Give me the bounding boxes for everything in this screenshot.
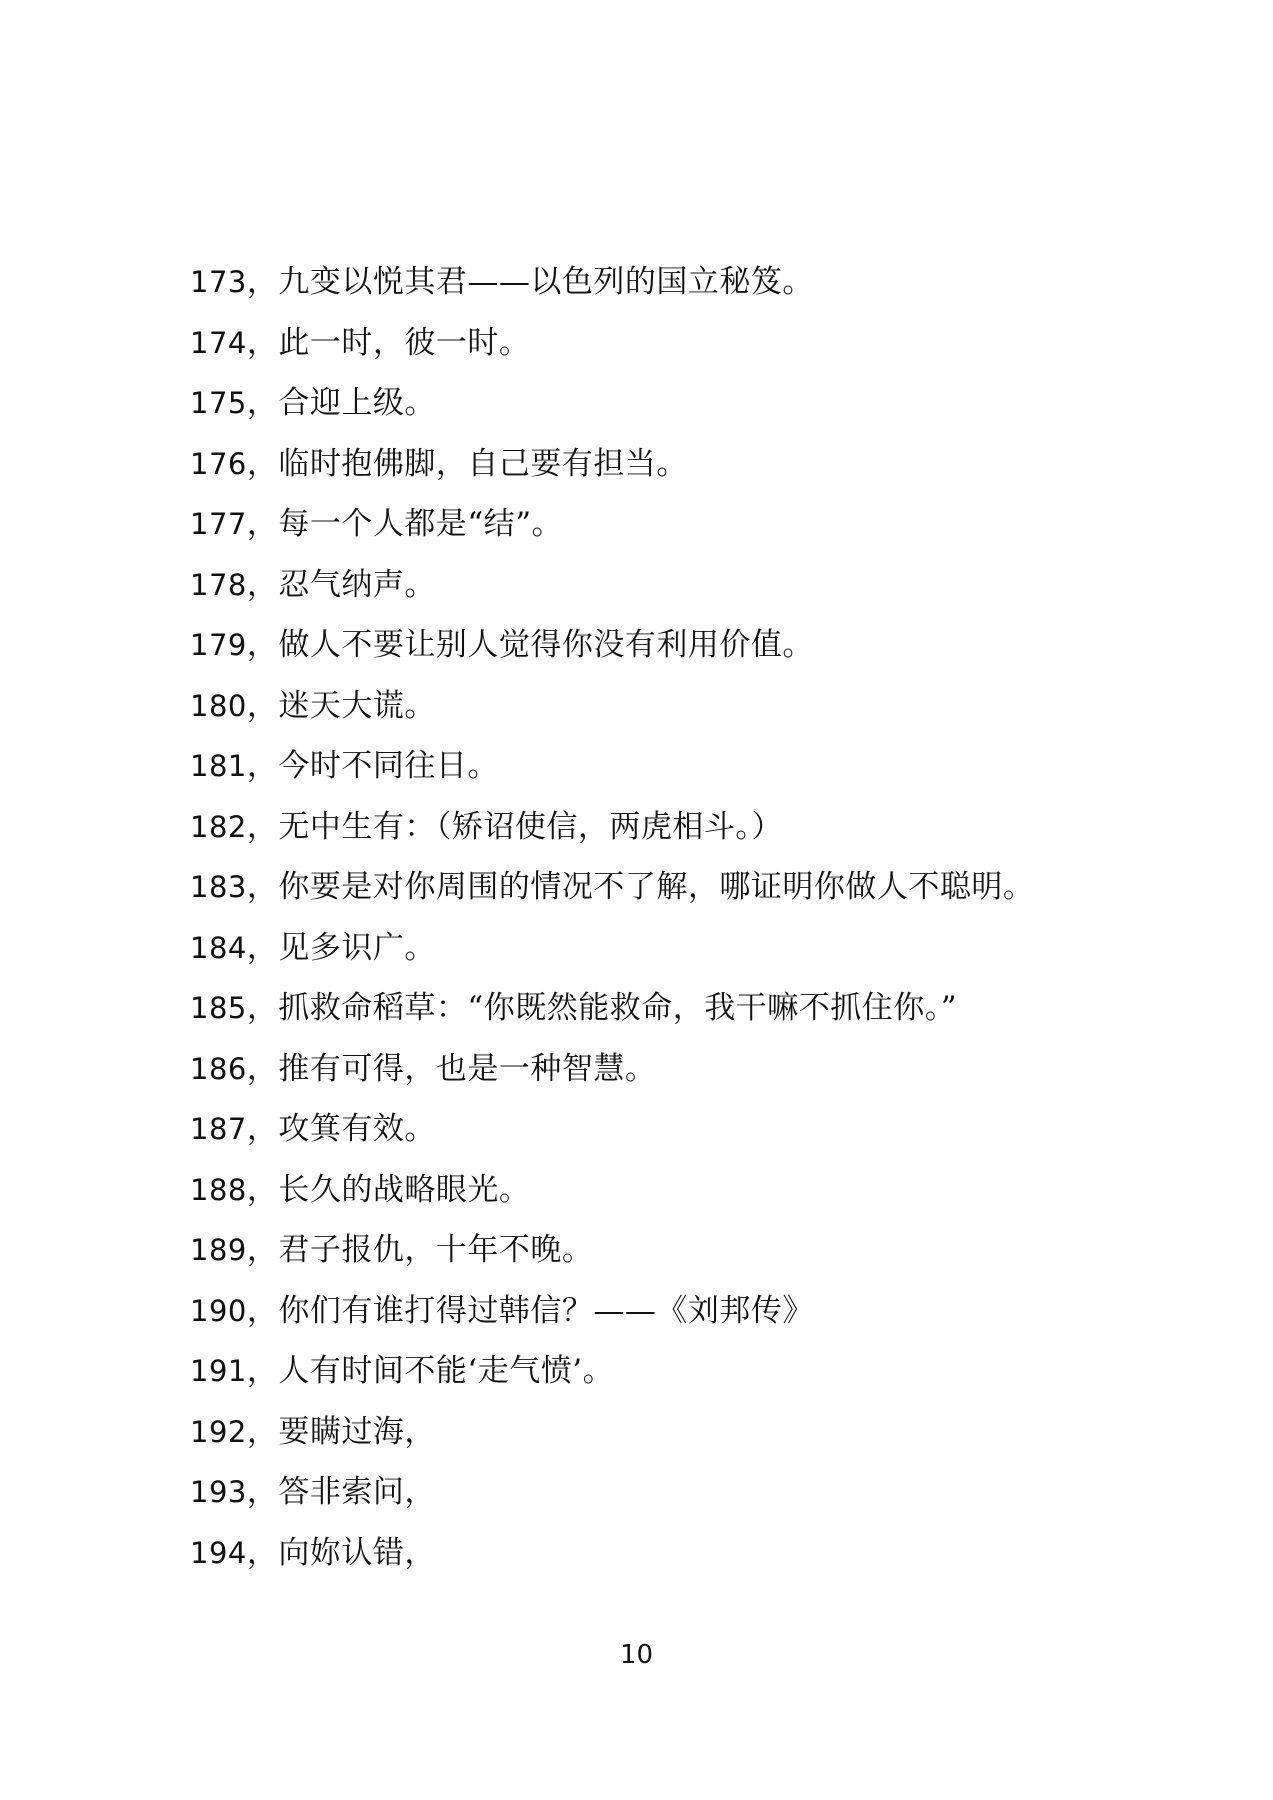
list-item	[190, 797, 1090, 858]
item-number: 184	[190, 930, 247, 965]
item-number: 192	[190, 1414, 247, 1449]
item-number: 193	[190, 1475, 247, 1509]
list-item	[190, 1402, 1090, 1463]
item-number: 177	[190, 507, 247, 541]
item-text: ，要瞒过海，	[246, 1413, 436, 1450]
item-number: 173	[190, 265, 247, 299]
item-number: 190	[190, 1293, 247, 1328]
item-number: 180	[190, 688, 247, 723]
item-number: 181	[190, 749, 247, 783]
list-item	[190, 978, 1090, 1039]
item-number: 189	[190, 1233, 247, 1267]
item-text: ，攻箕有效。	[246, 1111, 436, 1147]
item-text: ，抓救命稻草：“你既然能救命，我干嘛不抓住你。”	[246, 990, 958, 1026]
numbered-list	[190, 252, 1090, 1583]
item-number: 182	[190, 809, 247, 844]
item-number: 183	[190, 870, 247, 904]
list-item	[190, 1160, 1090, 1221]
list-item	[190, 313, 1090, 374]
item-text: ，向妳认错，	[246, 1534, 436, 1571]
item-text: ，合迎上级。	[246, 385, 436, 421]
item-number: 186	[190, 1051, 247, 1086]
item-text: ，此一时，彼一时。	[246, 324, 531, 361]
list-item	[190, 615, 1090, 676]
item-number: 194	[190, 1535, 247, 1570]
item-number: 187	[190, 1112, 247, 1146]
item-text: ，见多识广。	[246, 929, 436, 966]
list-item	[190, 434, 1090, 495]
list-item	[190, 1281, 1090, 1342]
item-text: ，九变以悦其君——以色列的国立秘笈。	[246, 264, 814, 300]
list-item	[190, 736, 1090, 797]
item-text: ，无中生有：（矫诏使信，两虎相斗。）	[246, 808, 783, 845]
list-item	[190, 676, 1090, 737]
item-text: ，你要是对你周围的情况不了解，哪证明你做人不聪明。	[246, 869, 1035, 905]
list-item	[190, 1039, 1090, 1100]
item-text: ，长久的战略眼光。	[246, 1171, 531, 1208]
item-text: ，答非索问，	[246, 1474, 436, 1510]
list-item	[190, 857, 1090, 918]
item-text: ，君子报仇，十年不晚。	[246, 1232, 594, 1268]
item-number: 188	[190, 1172, 247, 1207]
item-number: 178	[190, 567, 247, 602]
item-number: 191	[190, 1354, 247, 1388]
list-item	[190, 1099, 1090, 1160]
item-text: ，人有时间不能‘走气愤’。	[246, 1353, 615, 1389]
list-item	[190, 1462, 1090, 1523]
item-text: ，忍气纳声。	[246, 566, 436, 603]
list-item	[190, 1523, 1090, 1584]
item-text: ，临时抱佛脚，自己要有担当。	[246, 445, 688, 482]
item-text: ，你们有谁打得过韩信？——《刘邦传》	[246, 1292, 814, 1329]
item-text: ，推有可得，也是一种智慧。	[246, 1050, 657, 1087]
item-number: 179	[190, 628, 247, 662]
list-item	[190, 373, 1090, 434]
item-number: 185	[190, 991, 247, 1025]
page-number: 10	[619, 1640, 654, 1670]
item-text: ，每一个人都是“结”。	[246, 506, 564, 542]
item-number: 174	[190, 325, 247, 360]
list-item	[190, 555, 1090, 616]
item-number: 175	[190, 386, 247, 420]
list-item	[190, 918, 1090, 979]
item-number: 176	[190, 446, 247, 481]
list-item	[190, 252, 1090, 313]
item-text: ，迷天大谎。	[246, 687, 436, 724]
list-item	[190, 494, 1090, 555]
item-text: ，今时不同往日。	[246, 748, 499, 784]
item-text: ，做人不要让别人觉得你没有利用价值。	[246, 627, 814, 663]
list-item	[190, 1341, 1090, 1402]
list-item	[190, 1220, 1090, 1281]
